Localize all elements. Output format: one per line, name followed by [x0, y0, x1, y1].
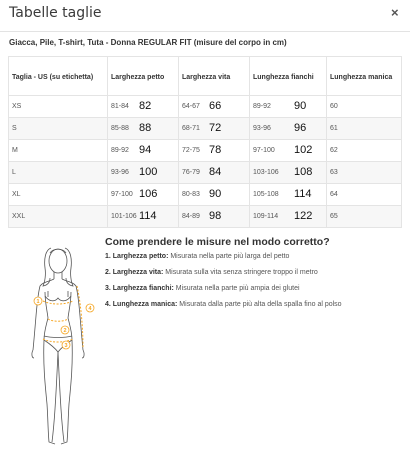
table-cell-sleeve: 60	[327, 96, 402, 118]
handwritten-value: 108	[294, 166, 313, 178]
handwritten-value: 90	[209, 188, 222, 200]
handwritten-value: 100	[139, 166, 158, 178]
handwritten-value: 102	[294, 144, 313, 156]
table-cell-chest: 89-92 94	[108, 140, 179, 162]
table-cell-hips: 105-108 114	[250, 184, 327, 206]
guide-item: 1. Larghezza petto: Misurata nella parte più larga del petto	[105, 253, 290, 260]
table-cell-size: L	[9, 162, 108, 184]
header-sleeve: Lunghezza manica	[327, 57, 402, 96]
table-row	[9, 162, 402, 184]
table-cell-waist: 64-67 66	[179, 96, 250, 118]
guide-item: 4. Lunghezza manica: Misurata dalla parte più alta della spalla fino al polso	[105, 301, 342, 308]
close-icon[interactable]: ×	[391, 5, 399, 20]
marker-3: 3	[64, 343, 68, 349]
guide-item: 2. Larghezza vita: Misurata sulla vita senza stringere troppo il metro	[105, 269, 318, 276]
table-row	[9, 118, 402, 140]
table-cell-size: S	[9, 118, 108, 140]
table-cell-chest: 81-84 82	[108, 96, 179, 118]
handwritten-value: 84	[209, 166, 222, 178]
table-cell-size: XXL	[9, 206, 108, 228]
table-row	[9, 140, 402, 162]
marker-4: 4	[88, 306, 92, 312]
handwritten-value: 98	[209, 210, 222, 222]
table-cell-waist: 84-89 98	[179, 206, 250, 228]
handwritten-value: 96	[294, 122, 307, 134]
marker-2: 2	[63, 328, 67, 334]
handwritten-value: 72	[209, 122, 222, 134]
handwritten-value: 88	[139, 122, 152, 134]
handwritten-value: 114	[294, 188, 312, 200]
table-cell-sleeve: 65	[327, 206, 402, 228]
table-cell-waist: 76-79 84	[179, 162, 250, 184]
table-subtitle: Giacca, Pile, T-shirt, Tuta - Donna REGULAR FIT (misure del corpo in cm)	[9, 38, 287, 47]
table-row	[9, 184, 402, 206]
table-header-row	[9, 57, 402, 96]
table-cell-hips: 93-96 96	[250, 118, 327, 140]
table-cell-chest: 97-100 106	[108, 184, 179, 206]
header-size: Taglia - US (su etichetta)	[9, 57, 108, 96]
table-cell-sleeve: 62	[327, 140, 402, 162]
table-cell-size: XS	[9, 96, 108, 118]
table-cell-chest: 101-106 114	[108, 206, 179, 228]
handwritten-value: 66	[209, 100, 222, 112]
handwritten-value: 122	[294, 210, 313, 222]
handwritten-value: 78	[209, 144, 222, 156]
header-hips: Lunghezza fianchi	[250, 57, 327, 96]
table-cell-size: M	[9, 140, 108, 162]
modal-title: Tabelle taglie	[9, 5, 102, 21]
table-cell-sleeve: 63	[327, 162, 402, 184]
table-cell-chest: 85-88 88	[108, 118, 179, 140]
table-cell-hips: 97-100 102	[250, 140, 327, 162]
table-cell-waist: 68-71 72	[179, 118, 250, 140]
guide-title: Come prendere le misure nel modo corretto?	[105, 236, 330, 248]
table-cell-sleeve: 61	[327, 118, 402, 140]
table-cell-hips: 109-114 122	[250, 206, 327, 228]
table-cell-sleeve: 64	[327, 184, 402, 206]
table-cell-chest: 93-96 100	[108, 162, 179, 184]
handwritten-value: 90	[294, 100, 307, 112]
handwritten-value: 94	[139, 144, 152, 156]
table-row	[9, 206, 402, 228]
header-chest: Larghezza petto	[108, 57, 179, 96]
handwritten-value: 82	[139, 100, 152, 112]
table-cell-waist: 72-75 78	[179, 140, 250, 162]
table-cell-hips: 103-106 108	[250, 162, 327, 184]
marker-1: 1	[36, 299, 40, 305]
table-cell-size: XL	[9, 184, 108, 206]
guide-item: 3. Larghezza fianchi: Misurata nella parte più ampia dei glutei	[105, 285, 300, 292]
table-cell-waist: 80-83 90	[179, 184, 250, 206]
modal-header	[0, 0, 410, 32]
handwritten-value: 114	[139, 210, 157, 222]
guide-list	[105, 252, 342, 316]
handwritten-value: 106	[139, 188, 158, 200]
header-waist: Larghezza vita	[179, 57, 250, 96]
table-row	[9, 96, 402, 118]
table-cell-hips: 89-92 90	[250, 96, 327, 118]
size-table	[8, 56, 402, 228]
measurement-figure	[15, 244, 100, 450]
